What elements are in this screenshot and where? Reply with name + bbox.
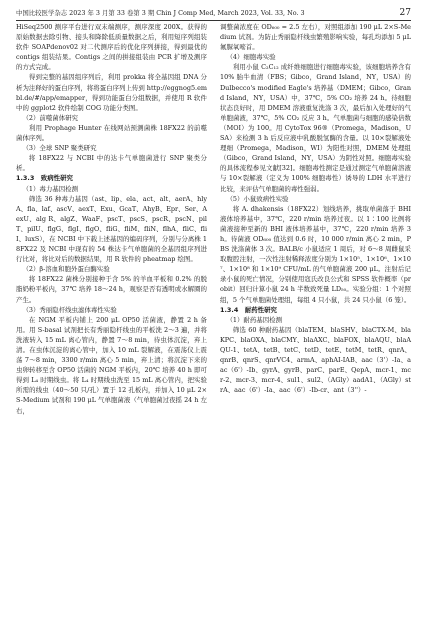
paragraph: 筛选 36 种毒力基因（ast、lip、ela、act、alt、aerA、hlyA、fla、laf、ascV、aexT、Exu、GcaT、AhyB、Epr、Ser、AexU、alg R、algZ、WaaF、pscT、pscS、pscR、pscN、pilT、pilU、flgG、flgI、flgO、fliG、fliM、fliN、flhA、fliC、fliI、luxS），在 NCBI 中下载上述基因的编码序列，分别与分离株 18FX22 及 NCBI 中现有的 54 株达卡气单胞菌的全基因组序列进行比对，将比对后的数据结果，用 R 软件的 pheatmap 绘图。 [16, 194, 207, 264]
subsection-heading: （2）β-溶血和胞外蛋白酶实验 [22, 265, 110, 274]
page-number: 27 [399, 8, 411, 18]
paragraph: HiSeq2500 测序平台进行双末端测序，测序深度 200X。获得的原始数据去除引物、接头和降除低质量数据之后，利用短序列组装软件 SOAPdenov02 对二代测序后的优化序列拼接，得到最优的 contigs 组装结果。Contigs 之间的拼接组装由 PCR 扩增及测序的方式完成。 [16, 23, 207, 72]
paragraph: 利用小鼠 C₂C₁₂ 成纤维细胞进行细胞毒实验，该细胞培养含有 10% 胎牛血清（FBS；Gibco，Grand Island，NY，USA）的 Dulbecco's modified Eagle's 培养基（DMEM；Gibco，Grand Island，NY，USA）中，37℃，5% CO₂ 培养 24 h。待细胞状态良好时，用 DMEM 溶液重复洗涤 3 次，最后加入处理好的气单胞菌液，37℃，5% CO₂ 反应 3 h。气单胞菌与细胞的感染倍数（MOI）为 100。用 CytoTox 96®（Promega，Madison，USA）来检测 3 h 后反应液中乳酸脱氢酶的含量。以 10×裂解液处理细（Promega，Madison，WI）为阳性对照，DMEM 处理组（Gibco，Grand Island，NY，USA）为阴性对照。细胞毒实验的具体流程参见文献[32]。细胞毒性测定是通过测定气单胞菌溶液与 10×裂解液（定义为 100% 细胞毒性）诱导的 LDH 水平进行比较，来评估气单胞菌的毒性强弱。 [220, 63, 411, 193]
subsection-heading: （1）毒力基因检测 [22, 184, 79, 193]
right-column [220, 22, 411, 395]
running-header [16, 7, 411, 19]
header-rule [16, 20, 411, 21]
subsection-heading: （2）前噬菌体研究 [22, 113, 79, 122]
paragraph: 调整菌浓度在 OD₆₀₀ = 2.5 左右），对照组添加 190 μL 2×S-Medium 试剂。为防止秀丽隐杆线虫繁殖影响实验，每孔均添加 5 μL 氟脲氧嘧首。 [220, 23, 411, 52]
journal-citation: 中国比较医学杂志 2023 年 3 月第 33 卷第 3 期 Chin J Comp Med, March 2023, Vol. 33, No. 3 [16, 9, 305, 17]
paragraph: 将 A. dhakensis（18FX22）划线培养，挑取单菌落于 BHI 液体培养基中，37℃，220 r/min 培养过夜。以 1∶100 比例将菌液接种至新的 BHI 液体培养基中，37℃，220 r/min 培养 3 h。待菌液 OD₆₀₀ 值达到 0.6 时，10 000 r/min 离心 2 min，PBS 洗涤菌体 3 次。BALB/c 小鼠适应 1 周后，对 6～8 周雌鼠采取腹腔注射，一次性注射稀释浓度分别为 1×10⁵、1×10⁶、1×10⁷、1×10⁸ 和 1×10⁹ CFU/mL 的气单胞菌液 200 μL。注射后记录小鼠的死亡情况，分别使用寇氏改良公式和 SPSS 软件概率（probit）回归计算小鼠 24 h 半数致死量 LD₅₀。实验分组：1 个对照组，5 个气单胞菌处理组，每组 4 只小鼠，共 24 只小鼠（6 笼）。 [220, 204, 411, 304]
paragraph: 筛选 60 种耐药基因（blaTEM、blaSHV、blaCTX-M、blaKPC、blaOXA、blaCMY、blaAXC、blaFOX、blaAQU、blaAQU-1、tetA、tetB、tetC、tetD、tetE、tetM、tetR、qnrA、qnrB、qnrS、qnrVC4、armA、aphAI-IAB、aac（3'）-Ia、aac（6'）-Ib、gyrA、gyrB、parC、parE、QepA、mcr-1、mcr-2、mcr-3、mcr-4、sul1、sul2、（AGly）aadA1、（AGly）strA、aac（6'）-Ia、aac（6'）-Ib-cr、ant（3''）- [220, 325, 411, 395]
subsection-heading: （5）小鼠致病性实验 [226, 194, 289, 203]
section-heading: 1.3.4 耐药性研究 [220, 305, 277, 314]
subsection-heading: （4）细胞毒实验 [226, 53, 276, 62]
section-heading: 1.3.3 致病性研究 [16, 174, 73, 183]
subsection-heading: （3）全球 SNP 聚类研究 [22, 144, 97, 153]
paragraph: 将 18FX22 菌株分别接种于含 5% 的羊血平板和 0.2% 的脱脂奶粉平板内，37℃ 培养 18～24 h，观察是否有透明或水解圈的产生。 [16, 275, 207, 304]
subsection-heading: （3）秀丽隐杆线虫滤体毒性实验 [22, 305, 117, 314]
paragraph: 在 NGM 平板内铺上 200 μL OP50 活菌液，静置 2 h 备用。用 S-basal 试剂把长有秀丽隐杆线虫的平板洗 2～3 遍，并将洗液转入 15 mL 离心管内，静置 7～8 min，待虫体沉淀，弃上清。在虫体沉淀的离心管中，加入 10 mL 裂解液，在震荡仪上震荡 7～8 min，3300 r/min 离心 5 min，弃上清；将沉淀下来的虫卵转移至含 OP50 活菌的 NGM 平板内，20℃ 培养 40 h 即可得到 L₄ 时期线虫。将 L₄ 时期线虫洗至 15 mL 离心管内，把实验所需的线虫（40～50 只/孔）置于 12 孔板内，并加入 10 μL 2×S-Medium 试剂和 190 μL 气单胞菌液（气单胞菌过夜摇 24 h 左右， [16, 315, 207, 415]
paragraph: 利用 Prophage Hunter 在线网站预测菌株 18FX22 的前噬菌体序列。 [16, 123, 207, 143]
left-column [16, 22, 207, 416]
subsection-heading: （1）耐药基因检测 [226, 315, 283, 324]
paragraph: 将 18FX22 与 NCBI 中的达卡气单胞菌进行 SNP 聚类分析。 [16, 154, 207, 173]
paragraph: 得到完整的基因组序列后，利用 prokka 将全基因组 DNA 分析为注释好的蛋白序列，将将蛋白序列上传到 http://eggnog5.embl.de/#/app/emapper，得到功能蛋白分组数据，并使用 R 软件中的 ggplot2 软件绘制 COG 功能分类图。 [16, 73, 207, 112]
